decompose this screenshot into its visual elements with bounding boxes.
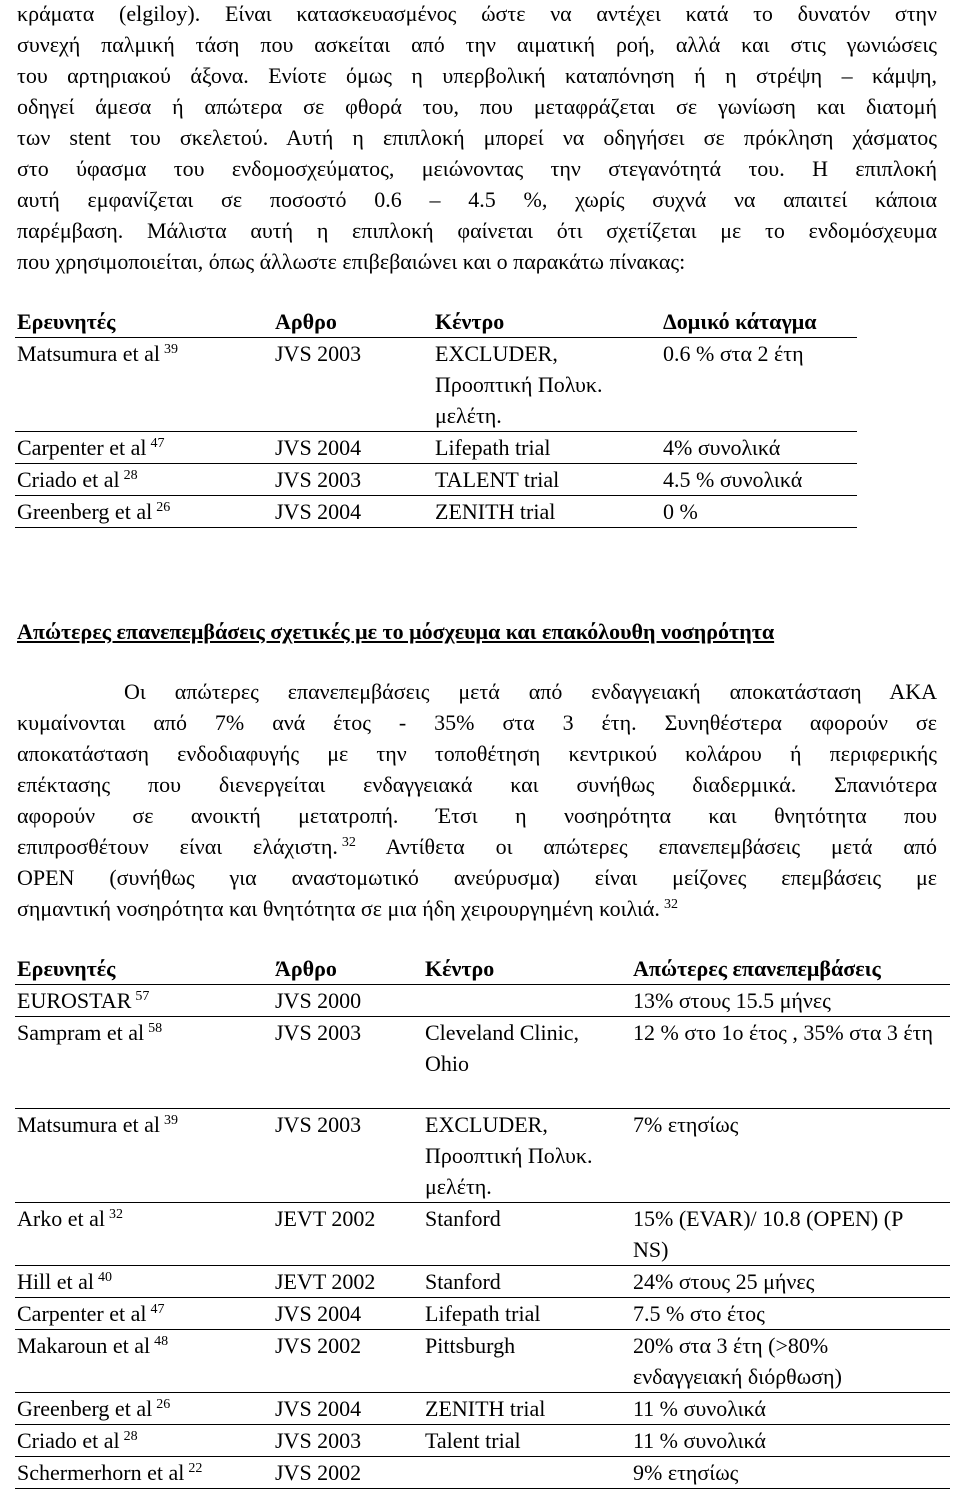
text-line: που χρησιμοποιείται, όπως άλλωστε επιβεβαιώνει και ο παρακάτω πίνακας: bbox=[17, 249, 686, 274]
value-cell: 24% στους 25 μήνες bbox=[631, 1266, 950, 1298]
value-cell: 0 % bbox=[661, 496, 857, 528]
table-header-row bbox=[15, 953, 950, 985]
investigator-cell: Matsumura et al $^{39}$ bbox=[15, 1109, 273, 1203]
center-cell: Stanford bbox=[423, 1266, 631, 1298]
center-cell: EXCLUDER, Προοπτική Πολυκ. μελέτη. bbox=[433, 338, 661, 432]
text-line: σημαντική νοσηρότητα και θνητότητα σε μια ήδη χειρουργημένη κοιλιά. $^{32}$ bbox=[17, 896, 678, 921]
investigator-cell: Schermerhorn et al $^{22}$ bbox=[15, 1457, 273, 1489]
investigator-cell: Arko et al $^{32}$ bbox=[15, 1203, 273, 1266]
table-row bbox=[15, 1203, 950, 1266]
header-cell: Άρθρο bbox=[273, 953, 423, 985]
article-cell: JVS 2004 bbox=[273, 496, 433, 528]
table-row bbox=[15, 1425, 950, 1457]
header-cell: Αρθρο bbox=[273, 306, 433, 338]
intro-paragraph bbox=[17, 0, 937, 277]
header-cell: Ερευνητές bbox=[15, 306, 273, 338]
article-cell: JVS 2003 bbox=[273, 1425, 423, 1457]
center-cell bbox=[423, 985, 631, 1017]
investigator-cell: Carpenter et al $^{47}$ bbox=[15, 432, 273, 464]
value-cell: 0.6 % στα 2 έτη bbox=[661, 338, 857, 432]
section-heading: Απώτερες επανεπεμβάσεις σχετικές με το μόσχευμα και επακόλουθη νοσηρότητα bbox=[17, 619, 775, 644]
table-row bbox=[15, 496, 857, 528]
value-cell: 9% ετησίως bbox=[631, 1457, 950, 1489]
investigator-cell: Hill et al $^{40}$ bbox=[15, 1266, 273, 1298]
investigator-cell: Criado et al $^{28}$ bbox=[15, 1425, 273, 1457]
text-line: επέκτασης που διενεργείται ενδαγγειακά και συνήθως διαδερμικά. Σπανιότερα bbox=[17, 772, 937, 797]
center-cell: EXCLUDER, Προοπτική Πολυκ. μελέτη. bbox=[423, 1109, 631, 1203]
text-line: παρέμβαση. Μάλιστα αυτή η επιπλοκή φαίνεται ότι σχετίζεται με το ενδομόσχευμα bbox=[17, 218, 937, 243]
center-cell: ZENITH trial bbox=[423, 1393, 631, 1425]
value-cell: 12 % στο 1ο έτος , 35% στα 3 έτη bbox=[631, 1017, 950, 1109]
center-cell: Talent trial bbox=[423, 1425, 631, 1457]
value-cell: 13% στους 15.5 μήνες bbox=[631, 985, 950, 1017]
value-cell: 15% (EVAR)/ 10.8 (OPEN) (P NS) bbox=[631, 1203, 950, 1266]
table-row bbox=[15, 1393, 950, 1425]
article-cell: JVS 2003 bbox=[273, 1109, 423, 1203]
table-row bbox=[15, 338, 857, 432]
header-cell: Κέντρο bbox=[433, 306, 661, 338]
center-cell: Stanford bbox=[423, 1203, 631, 1266]
center-cell: Pittsburgh bbox=[423, 1330, 631, 1393]
article-cell: JVS 2002 bbox=[273, 1330, 423, 1393]
table-row bbox=[15, 1457, 950, 1489]
header-cell: Ερευνητές bbox=[15, 953, 273, 985]
table-row bbox=[15, 1109, 950, 1203]
reintervention-paragraph bbox=[17, 676, 937, 924]
article-cell: JVS 2002 bbox=[273, 1457, 423, 1489]
graft-fracture-table bbox=[15, 306, 857, 528]
table-row bbox=[15, 1330, 950, 1393]
text-line: συνεχή παλμική τάση που ασκείται από την αιματική ροή, αλλά και στις γωνιώσεις bbox=[17, 32, 937, 57]
investigator-cell: Carpenter et al $^{47}$ bbox=[15, 1298, 273, 1330]
center-cell: TALENT trial bbox=[433, 464, 661, 496]
center-cell: Lifepath trial bbox=[423, 1298, 631, 1330]
table-row bbox=[15, 432, 857, 464]
investigator-cell: Greenberg et al $^{26}$ bbox=[15, 496, 273, 528]
article-cell: JVS 2004 bbox=[273, 1298, 423, 1330]
article-cell: JVS 2003 bbox=[273, 338, 433, 432]
investigator-cell: Sampram et al $^{58}$ bbox=[15, 1017, 273, 1109]
article-cell: JVS 2003 bbox=[273, 1017, 423, 1109]
text-line: κράματα (elgiloy). Είναι κατασκευασμένος ώστε να αντέχει κατά το δυνατόν στην bbox=[17, 1, 937, 26]
text-line: οδηγεί άμεσα ή απώτερα σε φθορά του, που μεταφράζεται σε γωνίωση και διατομή bbox=[17, 94, 937, 119]
center-cell: ZENITH trial bbox=[433, 496, 661, 528]
text-line: αυτή εμφανίζεται σε ποσοστό 0.6 – 4.5 %, χωρίς συχνά να απαιτεί κάποια bbox=[17, 187, 937, 212]
table-row bbox=[15, 985, 950, 1017]
reintervention-table bbox=[15, 953, 950, 1489]
article-cell: JVS 2004 bbox=[273, 432, 433, 464]
header-cell: Δομικό κάταγμα bbox=[661, 306, 857, 338]
investigator-cell: Greenberg et al $^{26}$ bbox=[15, 1393, 273, 1425]
investigator-cell: EUROSTAR $^{57}$ bbox=[15, 985, 273, 1017]
table-row bbox=[15, 1017, 950, 1109]
text-line: αποκατάσταση ενδοδιαφυγής με την τοποθέτηση κεντρικού κολάρου ή περιφερικής bbox=[17, 741, 937, 766]
table-header-row bbox=[15, 306, 857, 338]
investigator-cell: Criado et al $^{28}$ bbox=[15, 464, 273, 496]
text-line: του αρτηριακού άξονα. Ενίοτε όμως η υπερβολική καταπόνηση ή η στρέψη – κάμψη, bbox=[17, 63, 937, 88]
text-line: στο ύφασμα του ενδομοσχεύματος, μειώνοντας την στεγανότητά του. Η επιπλοκή bbox=[17, 156, 937, 181]
text-line: OPEN (συνήθως για αναστομωτικό ανεύρυσμα) είναι μείζονες επεμβάσεις με bbox=[17, 865, 937, 890]
text-line: επιπροσθέτουν είναι ελάχιστη. $^{32}$ Αντίθετα οι απώτερες επανεπεμβάσεις μετά από bbox=[17, 834, 937, 859]
header-cell: Απώτερες επανεπεμβάσεις bbox=[631, 953, 950, 985]
value-cell: 20% στα 3 έτη (>80% ενδαγγειακή διόρθωση) bbox=[631, 1330, 950, 1393]
investigator-cell: Matsumura et al $^{39}$ bbox=[15, 338, 273, 432]
text-line: αφορούν σε ανοικτή μετατροπή. Έτσι η νοσηρότητα και θνητότητα που bbox=[17, 803, 937, 828]
table-row bbox=[15, 1298, 950, 1330]
value-cell: 11 % συνολικά bbox=[631, 1393, 950, 1425]
center-cell bbox=[423, 1457, 631, 1489]
value-cell: 7.5 % στο έτος bbox=[631, 1298, 950, 1330]
article-cell: JEVT 2002 bbox=[273, 1266, 423, 1298]
text-line: Οι απώτερες επανεπεμβάσεις μετά από ενδαγγειακή αποκατάσταση ΑΚΑ bbox=[124, 679, 937, 704]
investigator-cell: Makaroun et al $^{48}$ bbox=[15, 1330, 273, 1393]
table-row bbox=[15, 1266, 950, 1298]
text-line: κυμαίνονται από 7% ανά έτος - 35% στα 3 έτη. Συνηθέστερα αφορούν σε bbox=[17, 710, 937, 735]
article-cell: JVS 2003 bbox=[273, 464, 433, 496]
value-cell: 11 % συνολικά bbox=[631, 1425, 950, 1457]
article-cell: JVS 2004 bbox=[273, 1393, 423, 1425]
article-cell: JEVT 2002 bbox=[273, 1203, 423, 1266]
header-cell: Κέντρο bbox=[423, 953, 631, 985]
value-cell: 7% ετησίως bbox=[631, 1109, 950, 1203]
center-cell: Cleveland Clinic, Ohio bbox=[423, 1017, 631, 1109]
value-cell: 4.5 % συνολικά bbox=[661, 464, 857, 496]
text-line: των stent του σκελετού. Αυτή η επιπλοκή μπορεί να οδηγήσει σε πρόκληση χάσματος bbox=[17, 125, 937, 150]
table-row bbox=[15, 464, 857, 496]
article-cell: JVS 2000 bbox=[273, 985, 423, 1017]
value-cell: 4% συνολικά bbox=[661, 432, 857, 464]
center-cell: Lifepath trial bbox=[433, 432, 661, 464]
